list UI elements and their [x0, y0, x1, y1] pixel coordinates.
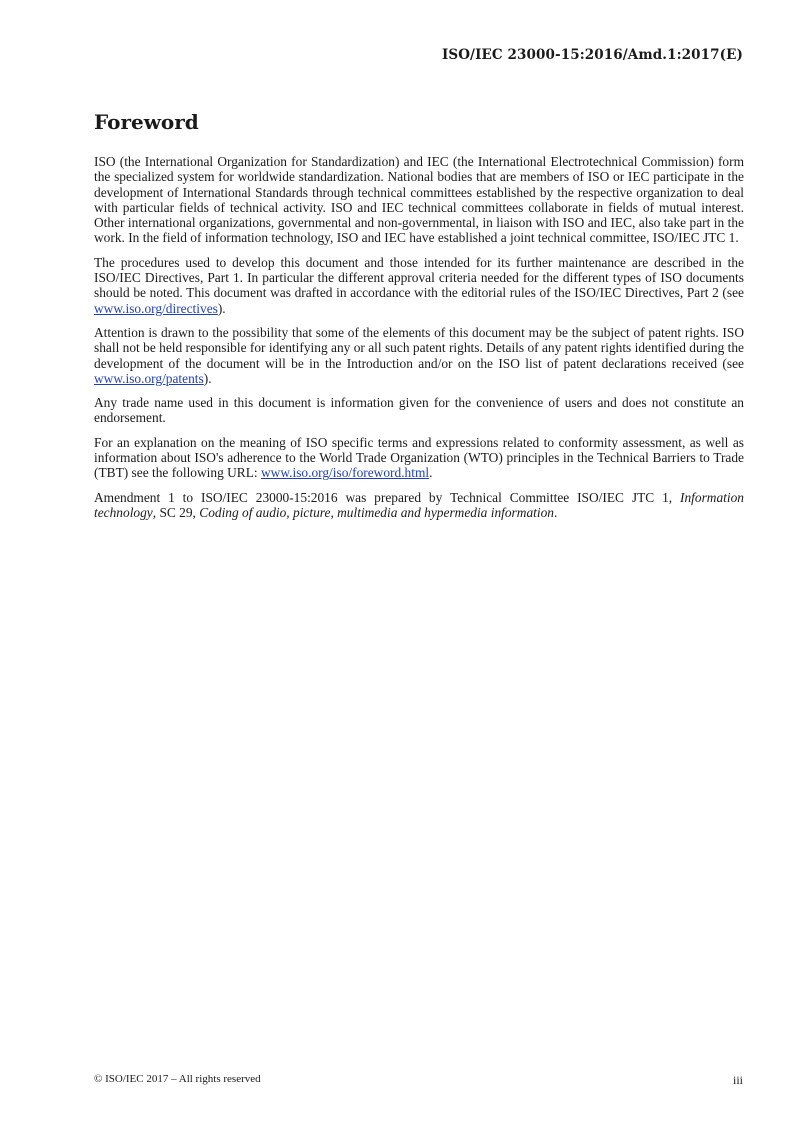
paragraph-patents-text: Attention is drawn to the possibility that some of the elements of this document may be the subject of patent rights. ISO shall not be held responsible for identifying any or all such patent rights. Details of any patent rights identified during the development of the document will be in the Introduction and/or on the ISO list of patent declarations received (see	[94, 324, 744, 371]
patents-link[interactable]: www.iso.org/patents	[94, 370, 204, 386]
page-number: iii	[732, 1073, 743, 1087]
footer-copyright: © ISO/IEC 2017 – All rights reserved	[94, 1073, 261, 1085]
paragraph-trade-name: Any trade name used in this document is information given for the convenience of users and does not constitute an endorsement.	[94, 395, 744, 426]
paragraph-conformity-end: .	[429, 465, 433, 481]
paragraph-amendment	[94, 490, 744, 521]
paragraph-procedures-text: The procedures used to develop this document and those intended for its further maintenance are described in the ISO/IEC Directives, Part 1. In particular the different approval criteria needed for the different types of ISO documents should be noted. This document was drafted in accordance with the editorial rules of the ISO/IEC Directives, Part 2 (see	[94, 254, 744, 301]
paragraph-procedures-end: ).	[217, 300, 226, 316]
paragraph-amendment-text: Amendment 1 to ISO/IEC 23000-15:2016 was prepared by Technical Committee ISO/IEC JTC 1,	[94, 489, 681, 505]
subcommittee-title: Coding of audio, picture, multimedia and hypermedia information	[199, 504, 554, 520]
paragraph-conformity-text: For an explanation on the meaning of ISO specific terms and expressions related to conformity assessment, as well as information about ISO's adherence to the World Trade Organization (WTO) principles in the Technical Barriers to Trade (TBT) see the following URL:	[94, 434, 744, 481]
paragraph-patents	[94, 325, 744, 386]
document-code-header: ISO/IEC 23000-15:2016/Amd.1:2017(E)	[441, 47, 743, 63]
paragraph-iso-iec: ISO (the International Organization for Standardization) and IEC (the International Electrotechnical Commission) form the specialized system for worldwide standardization. National bodies that are members of ISO or IEC participate in the development of International Standards through technical committees established by the respective organization to deal with particular fields of technical activity. ISO and IEC technical committees collaborate in fields of mutual interest. Other international organizations, governmental and non-governmental, in liaison with ISO and IEC, also take part in the work. In the field of information technology, ISO and IEC have established a joint technical committee, ISO/IEC JTC 1.	[94, 154, 744, 246]
paragraph-procedures	[94, 255, 744, 316]
paragraph-patents-end: ).	[203, 370, 212, 386]
foreword-link[interactable]: www.iso.org/iso/foreword.html	[260, 465, 430, 481]
paragraph-amendment-end: .	[553, 504, 558, 520]
paragraph-amendment-sc: , SC 29,	[152, 504, 200, 520]
committee-title: Information technology	[94, 489, 744, 520]
foreword-body	[94, 154, 744, 529]
page-title: Foreword	[94, 110, 199, 134]
directives-link[interactable]: www.iso.org/directives	[94, 300, 218, 316]
paragraph-conformity	[94, 435, 744, 481]
